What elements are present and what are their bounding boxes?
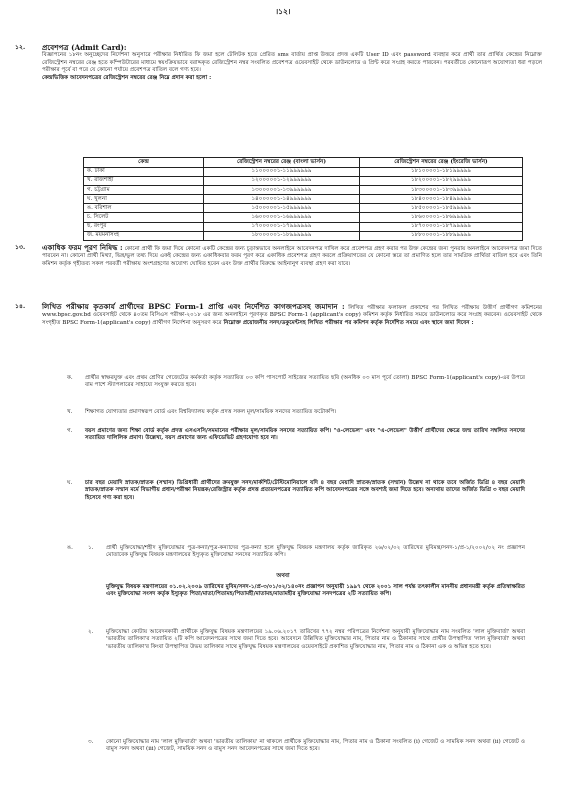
table-cell: জ. ময়মনসিংহ — [84, 231, 204, 240]
table-row — [84, 213, 523, 222]
table-row — [84, 177, 523, 186]
item-label: খ. — [67, 409, 73, 415]
table-cell: ১৮৩০০০০১-১৮৩৯৯৯৯৯ — [359, 186, 522, 195]
table-row — [84, 186, 523, 195]
table-cell: গ. চট্টগ্রাম — [84, 186, 204, 195]
or-text: মুক্তিযুদ্ধ বিষয়ক মন্ত্রণালয়ের ০১.০২.২০০৯ তারিখের মুবিম/সনদ-১/প্র-৩/০১/০২/১৪০নং প্রজ্ঞাপন অনুযায়ী ১৯৯৭ থেকে ২০০১ সাল পর্যন্ত তৎকালীন মাননীয় প্রধানমন্ত্রী কর্তৃক প্রতিস্বাক্ষরিত এবং মুক্তিযোদ্ধা সংসদ কর্তৃক ইস্যুকৃত পিতা/মাতা/পিতামহ/পিতামহী/মাতামহ/মাতামহীর মুক্তিযোদ্ধা সনদপত্রের ২টি সত্যায়িত কপি। — [106, 584, 525, 598]
sub-item-label: ১. — [88, 545, 94, 551]
table-cell: ১৮৮০০০০১-১৮৮৯৯৯৯৯ — [359, 231, 522, 240]
table-cell: ১৮৪০০০০১-১৮৪৯৯৯৯৯ — [359, 195, 522, 204]
list-item: বয়স প্রমাণের জন্য শিক্ষা বোর্ড কর্তৃক প্রদত্ত এসএসসি/সমমানের পরীক্ষার মূল/সাময়িক সনদের সত্যায়িত কপি। "ও-লেভেল" এবং "এ-লেভেল" উত্তীর্ণ প্রার্থীদের ক্ষেত্রে জন্ম তারিখ সম্বলিত সনদের সত্যায়িত দালিলিক প্রমাণ। উল্লেখ্য, বয়স প্রমাণের জন্য এফিডেভিট গ্রহণযোগ্য হবে না। — [85, 428, 525, 442]
list-item: শিক্ষাগত যোগ্যতার প্রমাণস্বরূপ বোর্ড এবং বিশ্ববিদ্যালয় কর্তৃক প্রদত্ত সকল মূল/সাময়িক সনদের সত্যায়িত ফটোকপি। — [85, 409, 337, 415]
table-row — [84, 204, 523, 213]
table-row — [84, 222, 523, 231]
table-cell: ১১০০০০০১-১১৯৯৯৯৯৯ — [204, 168, 360, 177]
table-cell: ১৮৫০০০০১-১৮৫৯৯৯৯৯ — [359, 204, 522, 213]
table-cell: ১৮৬০০০০১-১৮৬৯৯৯৯৯ — [359, 213, 522, 222]
item-label: ঘ. — [67, 480, 73, 486]
table-header: রেজিস্ট্রেশন নম্বরের রেঞ্জ (ইংরেজি ভার্সন) — [359, 158, 522, 168]
table-cell: ঙ. বরিশাল — [84, 204, 204, 213]
table-cell: ১২০০০০০১-১২৯৯৯৯৯৯ — [204, 177, 360, 186]
registration-range-table — [83, 157, 523, 241]
sub-item: মুক্তিযোদ্ধা কোটায় আবেদনকারী প্রার্থীকে মুক্তিযুদ্ধ বিষয়ক মন্ত্রণালয়ের ১৯.০৬.২০১৭ তারিখের ৭৭২ নম্বর পরিপত্রের নির্দেশনা অনুযায়ী মুক্তিযোদ্ধার নাম সংবলিত 'লাল মুক্তিবার্তা' অথবা 'ভারতীয় তালিকা'র সত্যায়িত ২টি কপি আবেদনপত্রের সাথে জমা দিতে হবে। আবেদনে উল্লিখিত মুক্তিযোদ্ধার নাম, পিতার নাম ও ঠিকানার সাথে প্রার্থীর উপস্থাপিত 'লাল মুক্তিবার্তা' অথবা 'ভারতীয় তালিকা'র কিংবা উপস্থাপিত উভয় তালিকার সাথে মুক্তিযুদ্ধ বিষয়ক মন্ত্রণালয়ের ওয়েবসাইটে প্রকাশিত মুক্তিযোদ্ধার নাম, পিতার নাম ও ঠিকানা এক ও অভিন্ন হতে হবে। — [106, 629, 525, 650]
section-body: কোনো প্রার্থী ফি জমা দিয়ে কোনো একটি কেন্দ্রের জন্য চূড়ান্তভাবে অনলাইনে আবেদনপত্র দাখিল করে প্রবেশপত্র গ্রহণ করার পর উক্ত কেন্দ্রের জন্য পুনরায় অনলাইনে আবেদনপত্র জমা দিতে পারবেন না। কোনো প্রার্থী মিথ্যা, ভিন্ন/ভুল তথ্য দিয়ে একই কেন্দ্রের জন্য একাধিকবার ফরম পূরণ করে একাধিক প্রবেশপত্র গ্রহণ করলে প্রক্রিয়াগতের যে কোনো স্তরে তা প্রমাণিত হলে তার সামগ্রিক প্রার্থিতা বাতিল হবে এবং তিনি কমিশন কর্তৃক গৃহীতব্য সকল পরবর্তী পরীক্ষায় অংশগ্রহণের অযোগ্য ঘোষিত হবেন এবং উক্ত প্রার্থীর বিরুদ্ধে আইনানুগ ব্যবস্থা গ্রহণ করা যাবে। — [42, 246, 543, 267]
table-header: রেজিস্ট্রেশন নম্বরের রেঞ্জ (বাংলা ভার্সন) — [204, 158, 360, 168]
section-number: ১৩. — [15, 244, 26, 251]
table-cell: ১৭০০০০০১-১৭৯৯৯৯৯৯ — [204, 222, 360, 231]
section-body: লিখিত পরীক্ষার ফলাফল প্রকাশের পর লিখিত পরীক্ষায় উত্তীর্ণ প্রার্থীগণ কমিশনের www.bpsc.gov.bd ওয়েবসাইট থেকে ৪০তম বিসিএস পরীক্ষা-২০১৮ এর জন্য অনলাইনে পূরণকৃত BPSC Form-1 (applicant's copy) কমিশন কর্তৃক নির্ধারিত সময়ে ডাউনলোড করে সংগ্রহ করবেন। ওয়েবসাইট থেকে সংগৃহীত BPSC Form-1(applicant's copy) প্রার্থীগণ নির্দেশনা অনুসরণ করে — [42, 305, 542, 326]
table-cell: ছ. রংপুর — [84, 222, 204, 231]
table-cell: ১৮২০০০০১-১৮২৯৯৯৯৯ — [359, 177, 522, 186]
table-cell: ১৮৭০০০০১-১৮৭৯৯৯৯৯ — [359, 222, 522, 231]
table-cell: ১৩০০০০০১-১৩৯৯৯৯৯৯ — [204, 186, 360, 195]
table-cell: খ. রাজশাহী — [84, 177, 204, 186]
table-cell: ক. ঢাকা — [84, 168, 204, 177]
item-label: ক. — [67, 375, 73, 381]
section-body: বিজ্ঞাপনের ১৮নং অনুচ্ছেদের নির্দেশনা অনুসারে পরীক্ষার নির্ধারিত ফি জমা হলে টেলিটক হতে প্রেরিত sms বার্তায় প্রাপ্ত উত্তরে প্রদত্ত একটি User ID এবং password ব্যবহার করে প্রার্থী তার প্রার্থিত কেন্দ্রের নিম্নোক্ত রেজিস্ট্রেশন নম্বরের রেঞ্জ হতে কম্পিউটারের মাধ্যমে স্বয়ংক্রিয়ভাবে বরাদ্দকৃত রেজিস্ট্রেশন নম্বর সংবলিত প্রবেশপত্র ওয়েবসাইট থেকে ডাউনলোড ও প্রিন্ট করে সংগ্রহ করতে পারবেন। পরবর্তীতে কোনোরূপ অযোগ্যতা ধরা পড়লে পরীক্ষার পূর্বে বা পরে যে কোনো পর্যায়ে প্রবেশপত্র বাতিল বলে গণ্য হবে। — [42, 52, 542, 74]
section-title: একাধিক ফরম পূরণ নিষিদ্ধ : — [42, 243, 123, 252]
table-row — [84, 168, 523, 177]
sub-item: কোনো মুক্তিযোদ্ধার নাম 'লাল মুক্তিবার্তা' অথবা 'ভারতীয় তালিকায়' না থাকলে প্রার্থীকে মুক্তিযোদ্ধার নাম, পিতার নাম ও ঠিকানা সংবলিত (i) গেজেট ও সাময়িক সনদ অথবা (ii) গেজেট ও বামুস সনদ অথবা (iii) গেজেট, সাময়িক সনদ ও বামুস সনদ আবেদনপত্রের সাথে জমা দিতে হবে। — [106, 739, 525, 753]
or-label: অথবা — [276, 573, 290, 579]
item-label: ঙ. — [67, 545, 73, 551]
table-caption: কেন্দ্রভিত্তিক আবেদনপত্রের রেজিস্ট্রেশন নম্বরের রেঞ্জ নিম্নে প্রদান করা হলো : — [42, 75, 212, 82]
section-title: প্রবেশপত্র (Admit Card): — [42, 43, 127, 52]
section-title: লিখিত পরীক্ষায় কৃতকার্য প্রার্থীদের BPSC Form-1 প্রাপ্তি এবং নির্দেশিত কাগজপত্রসহ জমাদান : — [42, 302, 345, 311]
table-cell: ১৪০০০০০১-১৪৯৯৯৯৯৯ — [204, 195, 360, 204]
page-number: ।১২। — [275, 7, 291, 16]
table-cell: ১৬০০০০০১-১৬৯৯৯৯৯৯ — [204, 213, 360, 222]
table-cell: ১৫০০০০০১-১৫৯৯৯৯৯৯ — [204, 204, 360, 213]
table-row — [84, 195, 523, 204]
section-bpsc-form — [15, 302, 542, 327]
section-body-bold: নিম্নোক্ত প্রয়োজনীয় সনদ/ডকুমেন্টসহ লিখিত পরীক্ষার পর কমিশন কর্তৃক নির্দেশিত সময়ে এবং স্থানে জমা দিবেন : — [223, 319, 474, 326]
table-cell: চ. সিলেট — [84, 213, 204, 222]
item-label: গ. — [67, 428, 73, 434]
table-header-row — [84, 158, 523, 168]
list-item: চার বছর মেয়াদি স্নাতক/স্নাতক (সম্মান) ডিগ্রিধারী প্রার্থীদের ক্রমযুক্ত সনদ/মার্কশিট/টেস্টিমোনিয়ালে যদি ৪ বছর মেয়াদি স্নাতক/স্নাতক (সম্মান) উল্লেখ না থাকে তবে অর্জিত ডিগ্রি ৪ বছর মেয়াদি স্নাতক/স্নাতক সম্মান মর্মে বিভাগীয় প্রধান/পরীক্ষা নিয়ন্ত্রক/রেজিস্ট্রার কর্তৃক প্রদত্ত প্রত্যয়নপত্রের সত্যায়িত কপি আবেদনপত্রের সঙ্গে অবশ্যই জমা দিতে হবে। অন্যথায় তাদের অর্জিত ডিগ্রি ৩ বছর মেয়াদি হিসেবে গণ্য করা হবে। — [85, 480, 525, 501]
section-number: ১৪. — [15, 303, 26, 310]
section-multiple-forms — [15, 243, 543, 268]
section-number: ১২. — [15, 44, 26, 51]
sub-item: প্রার্থী মুক্তিযোদ্ধা/শহীদ মুক্তিযোদ্ধার পুত্র-কন্যা/পুত্র-কন্যাদের পুত্র-কন্যা হলে মুক্তিযুদ্ধ বিষয়ক মন্ত্রণালয় কর্তৃক জারিকৃত ২৬/০২/০২ তারিখের মুবিমন্ত্র/সনদ-১/প্র-১/২০০২/০২ নং প্রজ্ঞাপন মোতাবেক মুক্তিযুদ্ধ বিষয়ক মন্ত্রণালয়ের ইস্যুকৃত মুক্তিযোদ্ধা সনদের সত্যায়িত কপি। — [106, 545, 525, 559]
section-admit-card — [15, 43, 542, 83]
table-header: কেন্দ্র — [84, 158, 204, 168]
table-cell: ১৮০০০০০১-১৮৯৯৯৯৯৯ — [204, 231, 360, 240]
list-item: প্রার্থীর স্বাক্ষরযুক্ত এবং প্রথম শ্রেণির গেজেটেড কর্মকর্তা কর্তৃক সত্যায়িত ০৩ কপি পাসপোর্ট সাইজের সত্যায়িত ছবি (অনধিক ০৩ মাস পূর্বে তোলা) BPSC Form-1(applicant's copy)-এর উপরে বাম পাশে স্ট্যাপলারের সাহায্যে সংযুক্ত করতে হবে। — [85, 375, 525, 389]
sub-item-label: ৩. — [88, 739, 94, 745]
table-cell: ঘ. খুলনা — [84, 195, 204, 204]
sub-item-label: ২. — [88, 629, 94, 635]
table-cell: ১৮১০০০০১-১৮১৯৯৯৯৯ — [359, 168, 522, 177]
table-row — [84, 231, 523, 240]
